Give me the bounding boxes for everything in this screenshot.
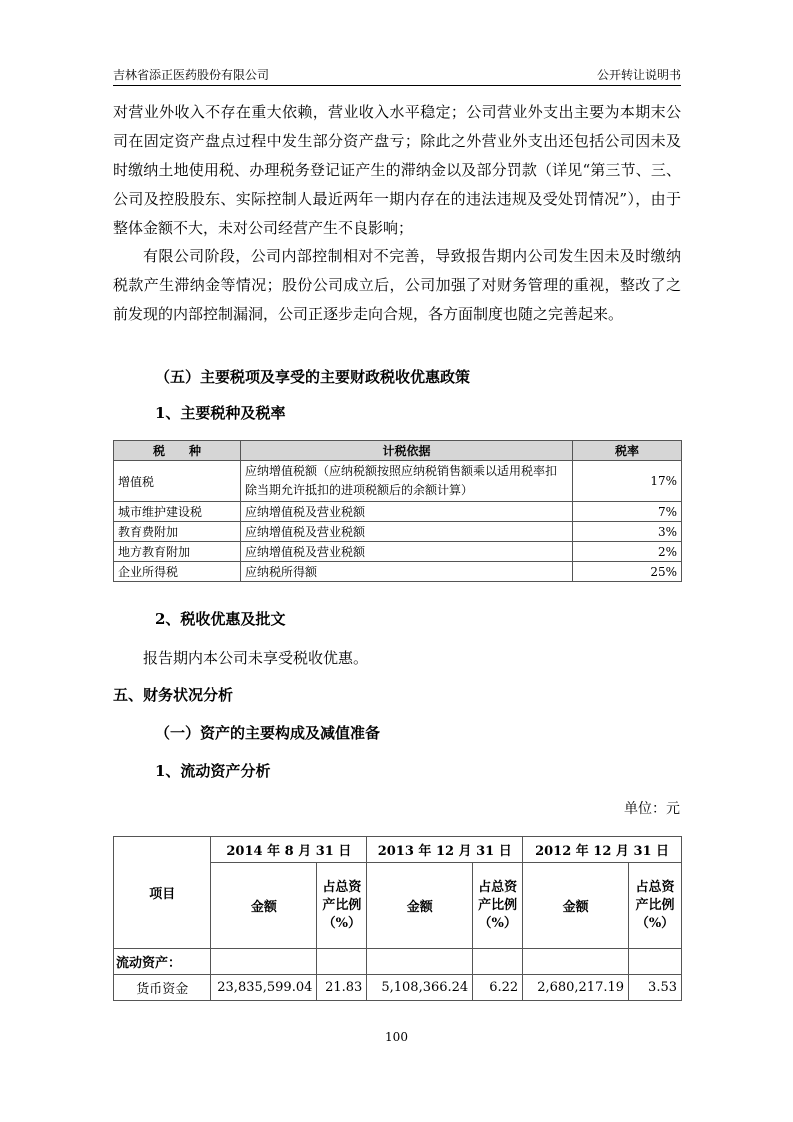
tax-basis: 应纳增值税额（应纳税额按照应纳税销售额乘以适用税率扣除当期允许抵扣的进项税额后的余额计算） [241, 461, 573, 502]
tax-rate: 3% [573, 522, 682, 542]
col-tax-type: 税 种 [114, 441, 241, 461]
unit-label: 单位：元 [624, 801, 680, 817]
col-amount: 金额 [523, 863, 629, 949]
header-company: 吉林省添正医药股份有限公司 [113, 68, 270, 82]
ratio-2013: 6.22 [473, 975, 523, 1001]
tax-basis: 应纳增值税及营业税额 [241, 522, 573, 542]
tax-name: 企业所得税 [114, 562, 241, 582]
tax-name: 地方教育附加 [114, 542, 241, 562]
section-row [114, 949, 682, 975]
col-amount: 金额 [211, 863, 317, 949]
row-name: 货币资金 [114, 975, 211, 1001]
heading-tax-policy: （五）主要税项及享受的主要财政税收优惠政策 [155, 368, 471, 386]
heading-asset-composition: （一）资产的主要构成及减值准备 [155, 724, 381, 742]
period-2012: 2012 年 12 月 31 日 [523, 837, 682, 863]
table-row [114, 461, 682, 502]
col-item: 项目 [114, 837, 211, 949]
header-rule [113, 85, 681, 86]
tax-rate: 2% [573, 542, 682, 562]
paragraph-nonoperating: 对营业外收入不存在重大依赖，营业收入水平稳定；公司营业外支出主要为本期末公司在固定资产盘点过程中发生部分资产盘亏；除此之外营业外支出还包括公司因未及时缴纳土地使用税、办理税务登记证产生的滞纳金以及部分罚款（详见“第三节、三、公司及控股股东、实际控制人最近两年一期内存在的违法违规及受处罚情况”），由于整体金额不大，未对公司经营产生不良影响； [113, 103, 681, 237]
col-amount: 金额 [367, 863, 473, 949]
header-doc-title: 公开转让说明书 [596, 68, 681, 82]
tax-name: 城市维护建设税 [114, 502, 241, 522]
tax-basis: 应纳增值税及营业税额 [241, 542, 573, 562]
current-assets-table [113, 836, 682, 1001]
table-header-row [114, 441, 682, 461]
paragraph-internal-control: 有限公司阶段，公司内部控制相对不完善，导致报告期内公司发生因未及时缴纳税款产生滞纳金等情况；股份公司成立后，公司加强了对财务管理的重视，整改了之前发现的内部控制漏洞，公司正逐步走向合规，各方面制度也随之完善起来。 [113, 247, 681, 323]
table-row [114, 522, 682, 542]
table-row [114, 562, 682, 582]
section-label: 流动资产： [114, 949, 211, 975]
ratio-2012: 3.53 [629, 975, 682, 1001]
tax-basis: 应纳增值税及营业税额 [241, 502, 573, 522]
table-row [114, 502, 682, 522]
col-ratio: 占总资产比例（%） [629, 863, 682, 949]
table-row [114, 975, 682, 1001]
tax-rate: 7% [573, 502, 682, 522]
heading-tax-rates: 1、主要税种及税率 [155, 404, 286, 422]
heading-financial-analysis: 五、财务状况分析 [113, 686, 234, 704]
tax-rate-table [113, 440, 682, 582]
heading-tax-preference: 2、税收优惠及批文 [155, 610, 286, 628]
col-ratio: 占总资产比例（%） [473, 863, 523, 949]
ratio-2014: 21.83 [317, 975, 367, 1001]
tax-name: 增值税 [114, 461, 241, 502]
paragraph-no-preference: 报告期内本公司未享受税收优惠。 [143, 649, 369, 667]
heading-current-assets: 1、流动资产分析 [155, 762, 271, 780]
col-ratio: 占总资产比例（%） [317, 863, 367, 949]
col-tax-rate: 税率 [573, 441, 682, 461]
tax-rate: 25% [573, 562, 682, 582]
amount-2013: 5,108,366.24 [367, 975, 473, 1001]
page-header [113, 64, 681, 86]
table-row [114, 542, 682, 562]
tax-basis: 应纳税所得额 [241, 562, 573, 582]
tax-rate: 17% [573, 461, 682, 502]
period-2013: 2013 年 12 月 31 日 [367, 837, 523, 863]
period-header-row [114, 837, 682, 863]
tax-name: 教育费附加 [114, 522, 241, 542]
period-2014: 2014 年 8 月 31 日 [211, 837, 367, 863]
col-tax-basis: 计税依据 [241, 441, 573, 461]
amount-2014: 23,835,599.04 [211, 975, 317, 1001]
amount-2012: 2,680,217.19 [523, 975, 629, 1001]
page-number: 100 [385, 1030, 408, 1044]
